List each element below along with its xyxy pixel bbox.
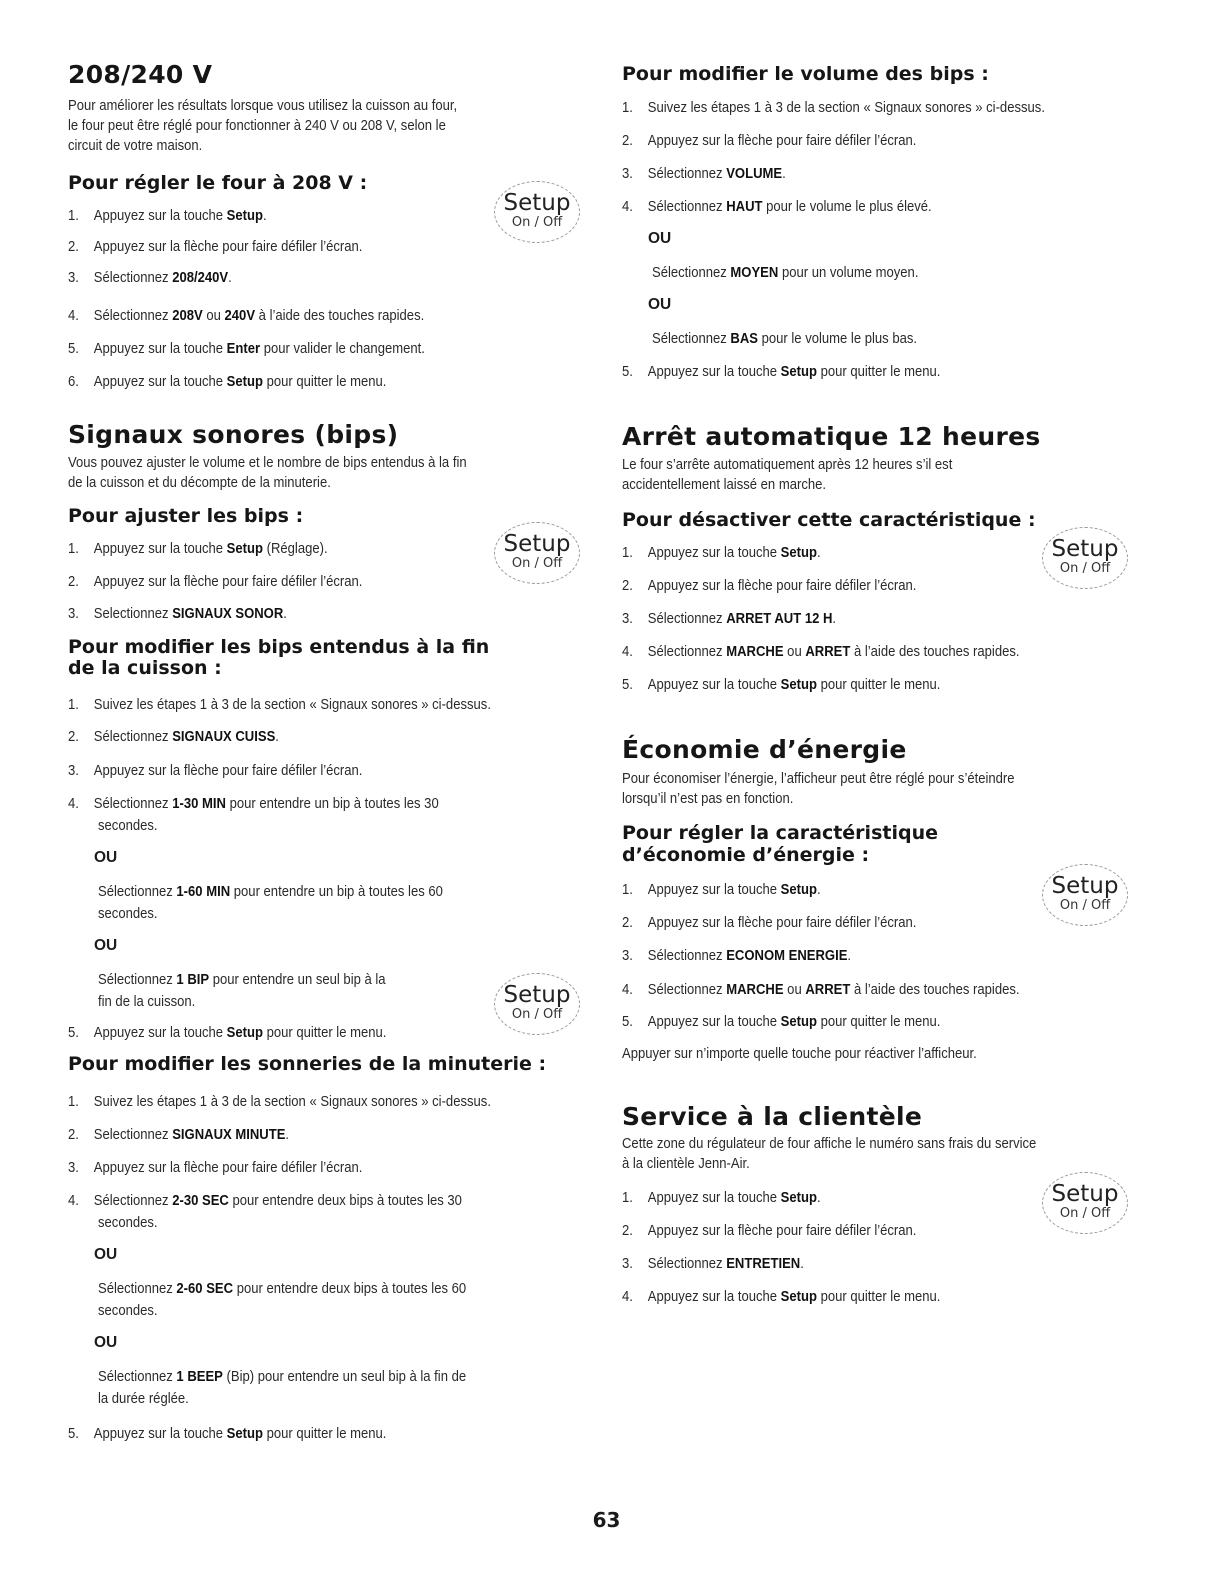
step-arret-3: 3. Sélectionnez ARRET AUT 12 H. bbox=[622, 610, 837, 627]
or-label: OU bbox=[94, 1334, 118, 1351]
step-service-3: 3. Sélectionnez ENTRETIEN. bbox=[622, 1255, 804, 1272]
section-title-signaux: Signaux sonores (bips) bbox=[68, 420, 399, 449]
step-economie-5: 5. Appuyez sur la touche Setup pour quitter le menu. bbox=[622, 1013, 941, 1030]
step-service-1: 1. Appuyez sur la touche Setup. bbox=[622, 1189, 821, 1206]
step-end-4: 4. Sélectionnez 1-30 MIN pour entendre un bip à toutes les 30 bbox=[68, 795, 439, 812]
step-end-alt1: Sélectionnez 1-60 MIN pour entendre un bip à toutes les 60 bbox=[98, 883, 443, 900]
subtitle-disable: Pour désactiver cette caractéristique : bbox=[622, 509, 1036, 531]
intro-arret: Le four s’arrête automatiquement après 12 heures s’il est accidentellement laissé en marche. bbox=[622, 456, 953, 493]
step-adjust-1: 1. Appuyez sur la touche Setup (Réglage). bbox=[68, 540, 328, 557]
setup-key-icon: Setup On / Off bbox=[494, 181, 580, 243]
subtitle-volume: Pour modifier le volume des bips : bbox=[622, 63, 989, 85]
step-economie-3: 3. Sélectionnez ECONOM ENERGIE. bbox=[622, 947, 852, 964]
subtitle-timer: Pour modifier les sonneries de la minuterie : bbox=[68, 1053, 547, 1075]
step-end-5: 5. Appuyez sur la touche Setup pour quitter le menu. bbox=[68, 1024, 387, 1041]
section-title-service: Service à la clientèle bbox=[622, 1102, 923, 1131]
setup-key-icon: Setup On / Off bbox=[494, 522, 580, 584]
step-volume-alt2: Sélectionnez BAS pour le volume le plus bas. bbox=[652, 330, 918, 347]
step-end-2: 2. Sélectionnez SIGNAUX CUISS. bbox=[68, 728, 279, 745]
step-timer-5: 5. Appuyez sur la touche Setup pour quitter le menu. bbox=[68, 1425, 387, 1442]
step-volume-alt1: Sélectionnez MOYEN pour un volume moyen. bbox=[652, 264, 919, 281]
step-timer-1: 1. Suivez les étapes 1 à 3 de la section « Signaux sonores » ci-dessus. bbox=[68, 1093, 491, 1110]
step-volume-2: 2. Appuyez sur la flèche pour faire défiler l’écran. bbox=[622, 132, 917, 149]
intro-signaux: Vous pouvez ajuster le volume et le nombre de bips entendus à la fin de la cuisson et du décompte de la minuterie. bbox=[68, 454, 467, 491]
subtitle-end-bips-1: Pour modifier les bips entendus à la fin bbox=[68, 636, 490, 658]
step-arret-2: 2. Appuyez sur la flèche pour faire défiler l’écran. bbox=[622, 577, 917, 594]
step-timer-alt1-cont: secondes. bbox=[98, 1302, 158, 1319]
step-timer-alt2: Sélectionnez 1 BEEP (Bip) pour entendre un seul bip à la fin de bbox=[98, 1368, 467, 1385]
step-volume-1: 1. Suivez les étapes 1 à 3 de la section « Signaux sonores » ci-dessus. bbox=[622, 99, 1045, 116]
step-end-4-cont: secondes. bbox=[98, 817, 158, 834]
step-timer-3: 3. Appuyez sur la flèche pour faire défiler l’écran. bbox=[68, 1159, 363, 1176]
step-adjust-3: 3. Selectionnez SIGNAUX SONOR. bbox=[68, 605, 287, 622]
section-title-arret: Arrêt automatique 12 heures bbox=[622, 422, 1041, 451]
step-timer-alt2-cont: la durée réglée. bbox=[98, 1390, 189, 1407]
section-title-208-240: 208/240 V bbox=[68, 60, 213, 89]
subtitle-economie-1: Pour régler la caractéristique bbox=[622, 822, 938, 844]
page-number: 63 bbox=[592, 1508, 621, 1532]
step-timer-alt1: Sélectionnez 2-60 SEC pour entendre deux bips à toutes les 60 bbox=[98, 1280, 467, 1297]
step-arret-1: 1. Appuyez sur la touche Setup. bbox=[622, 544, 821, 561]
step-208-2: 2. Appuyez sur la flèche pour faire défiler l’écran. bbox=[68, 238, 363, 255]
step-208-1: 1. Appuyez sur la touche Setup. bbox=[68, 207, 267, 224]
step-service-2: 2. Appuyez sur la flèche pour faire défiler l’écran. bbox=[622, 1222, 917, 1239]
step-208-4: 4. Sélectionnez 208V ou 240V à l’aide des touches rapides. bbox=[68, 307, 425, 324]
economie-note: Appuyer sur n’importe quelle touche pour réactiver l’afficheur. bbox=[622, 1045, 977, 1062]
step-service-4: 4. Appuyez sur la touche Setup pour quitter le menu. bbox=[622, 1288, 941, 1305]
step-volume-4: 4. Sélectionnez HAUT pour le volume le plus élevé. bbox=[622, 198, 932, 215]
step-208-3: 3. Sélectionnez 208/240V. bbox=[68, 269, 232, 286]
intro-service: Cette zone du régulateur de four affiche le numéro sans frais du service à la clientèle Jenn-Air. bbox=[622, 1135, 1037, 1172]
step-208-5: 5. Appuyez sur la touche Enter pour valider le changement. bbox=[68, 340, 425, 357]
step-economie-4: 4. Sélectionnez MARCHE ou ARRET à l’aide des touches rapides. bbox=[622, 981, 1020, 998]
step-timer-4: 4. Sélectionnez 2-30 SEC pour entendre deux bips à toutes les 30 bbox=[68, 1192, 462, 1209]
step-adjust-2: 2. Appuyez sur la flèche pour faire défiler l’écran. bbox=[68, 573, 363, 590]
step-economie-2: 2. Appuyez sur la flèche pour faire défiler l’écran. bbox=[622, 914, 917, 931]
step-volume-3: 3. Sélectionnez VOLUME. bbox=[622, 165, 786, 182]
step-volume-5: 5. Appuyez sur la touche Setup pour quitter le menu. bbox=[622, 363, 941, 380]
or-label: OU bbox=[648, 230, 672, 247]
step-end-3: 3. Appuyez sur la flèche pour faire défiler l’écran. bbox=[68, 762, 363, 779]
step-arret-5: 5. Appuyez sur la touche Setup pour quitter le menu. bbox=[622, 676, 941, 693]
subtitle-adjust-bips: Pour ajuster les bips : bbox=[68, 505, 304, 527]
setup-key-icon: Setup On / Off bbox=[1042, 527, 1128, 589]
setup-key-icon: Setup On / Off bbox=[1042, 1172, 1128, 1234]
or-label: OU bbox=[94, 849, 118, 866]
step-end-alt2-cont: fin de la cuisson. bbox=[98, 993, 196, 1010]
subtitle-set-208: Pour régler le four à 208 V : bbox=[68, 172, 368, 194]
setup-key-icon: Setup On / Off bbox=[1042, 864, 1128, 926]
step-economie-1: 1. Appuyez sur la touche Setup. bbox=[622, 881, 821, 898]
step-end-alt2: Sélectionnez 1 BIP pour entendre un seul bip à la bbox=[98, 971, 386, 988]
setup-key-icon: Setup On / Off bbox=[494, 973, 580, 1035]
step-timer-4-cont: secondes. bbox=[98, 1214, 158, 1231]
section-title-economie: Économie d’énergie bbox=[622, 735, 907, 764]
intro-economie: Pour économiser l’énergie, l’afficheur peut être réglé pour s’éteindre lorsqu’il n’est pas en fonction. bbox=[622, 770, 1015, 807]
intro-208-240: Pour améliorer les résultats lorsque vous utilisez la cuisson au four, le four peut être réglé pour fonctionner à 240 V ou 208 V, selon le circuit de votre maison. bbox=[68, 97, 458, 154]
step-end-alt1-cont: secondes. bbox=[98, 905, 158, 922]
or-label: OU bbox=[648, 296, 672, 313]
subtitle-economie-2: d’économie d’énergie : bbox=[622, 844, 870, 866]
step-timer-2: 2. Selectionnez SIGNAUX MINUTE. bbox=[68, 1126, 290, 1143]
or-label: OU bbox=[94, 1246, 118, 1263]
subtitle-end-bips-2: de la cuisson : bbox=[68, 657, 222, 679]
step-arret-4: 4. Sélectionnez MARCHE ou ARRET à l’aide des touches rapides. bbox=[622, 643, 1020, 660]
or-label: OU bbox=[94, 937, 118, 954]
step-208-6: 6. Appuyez sur la touche Setup pour quitter le menu. bbox=[68, 373, 387, 390]
step-end-1: 1. Suivez les étapes 1 à 3 de la section « Signaux sonores » ci-dessus. bbox=[68, 696, 491, 713]
